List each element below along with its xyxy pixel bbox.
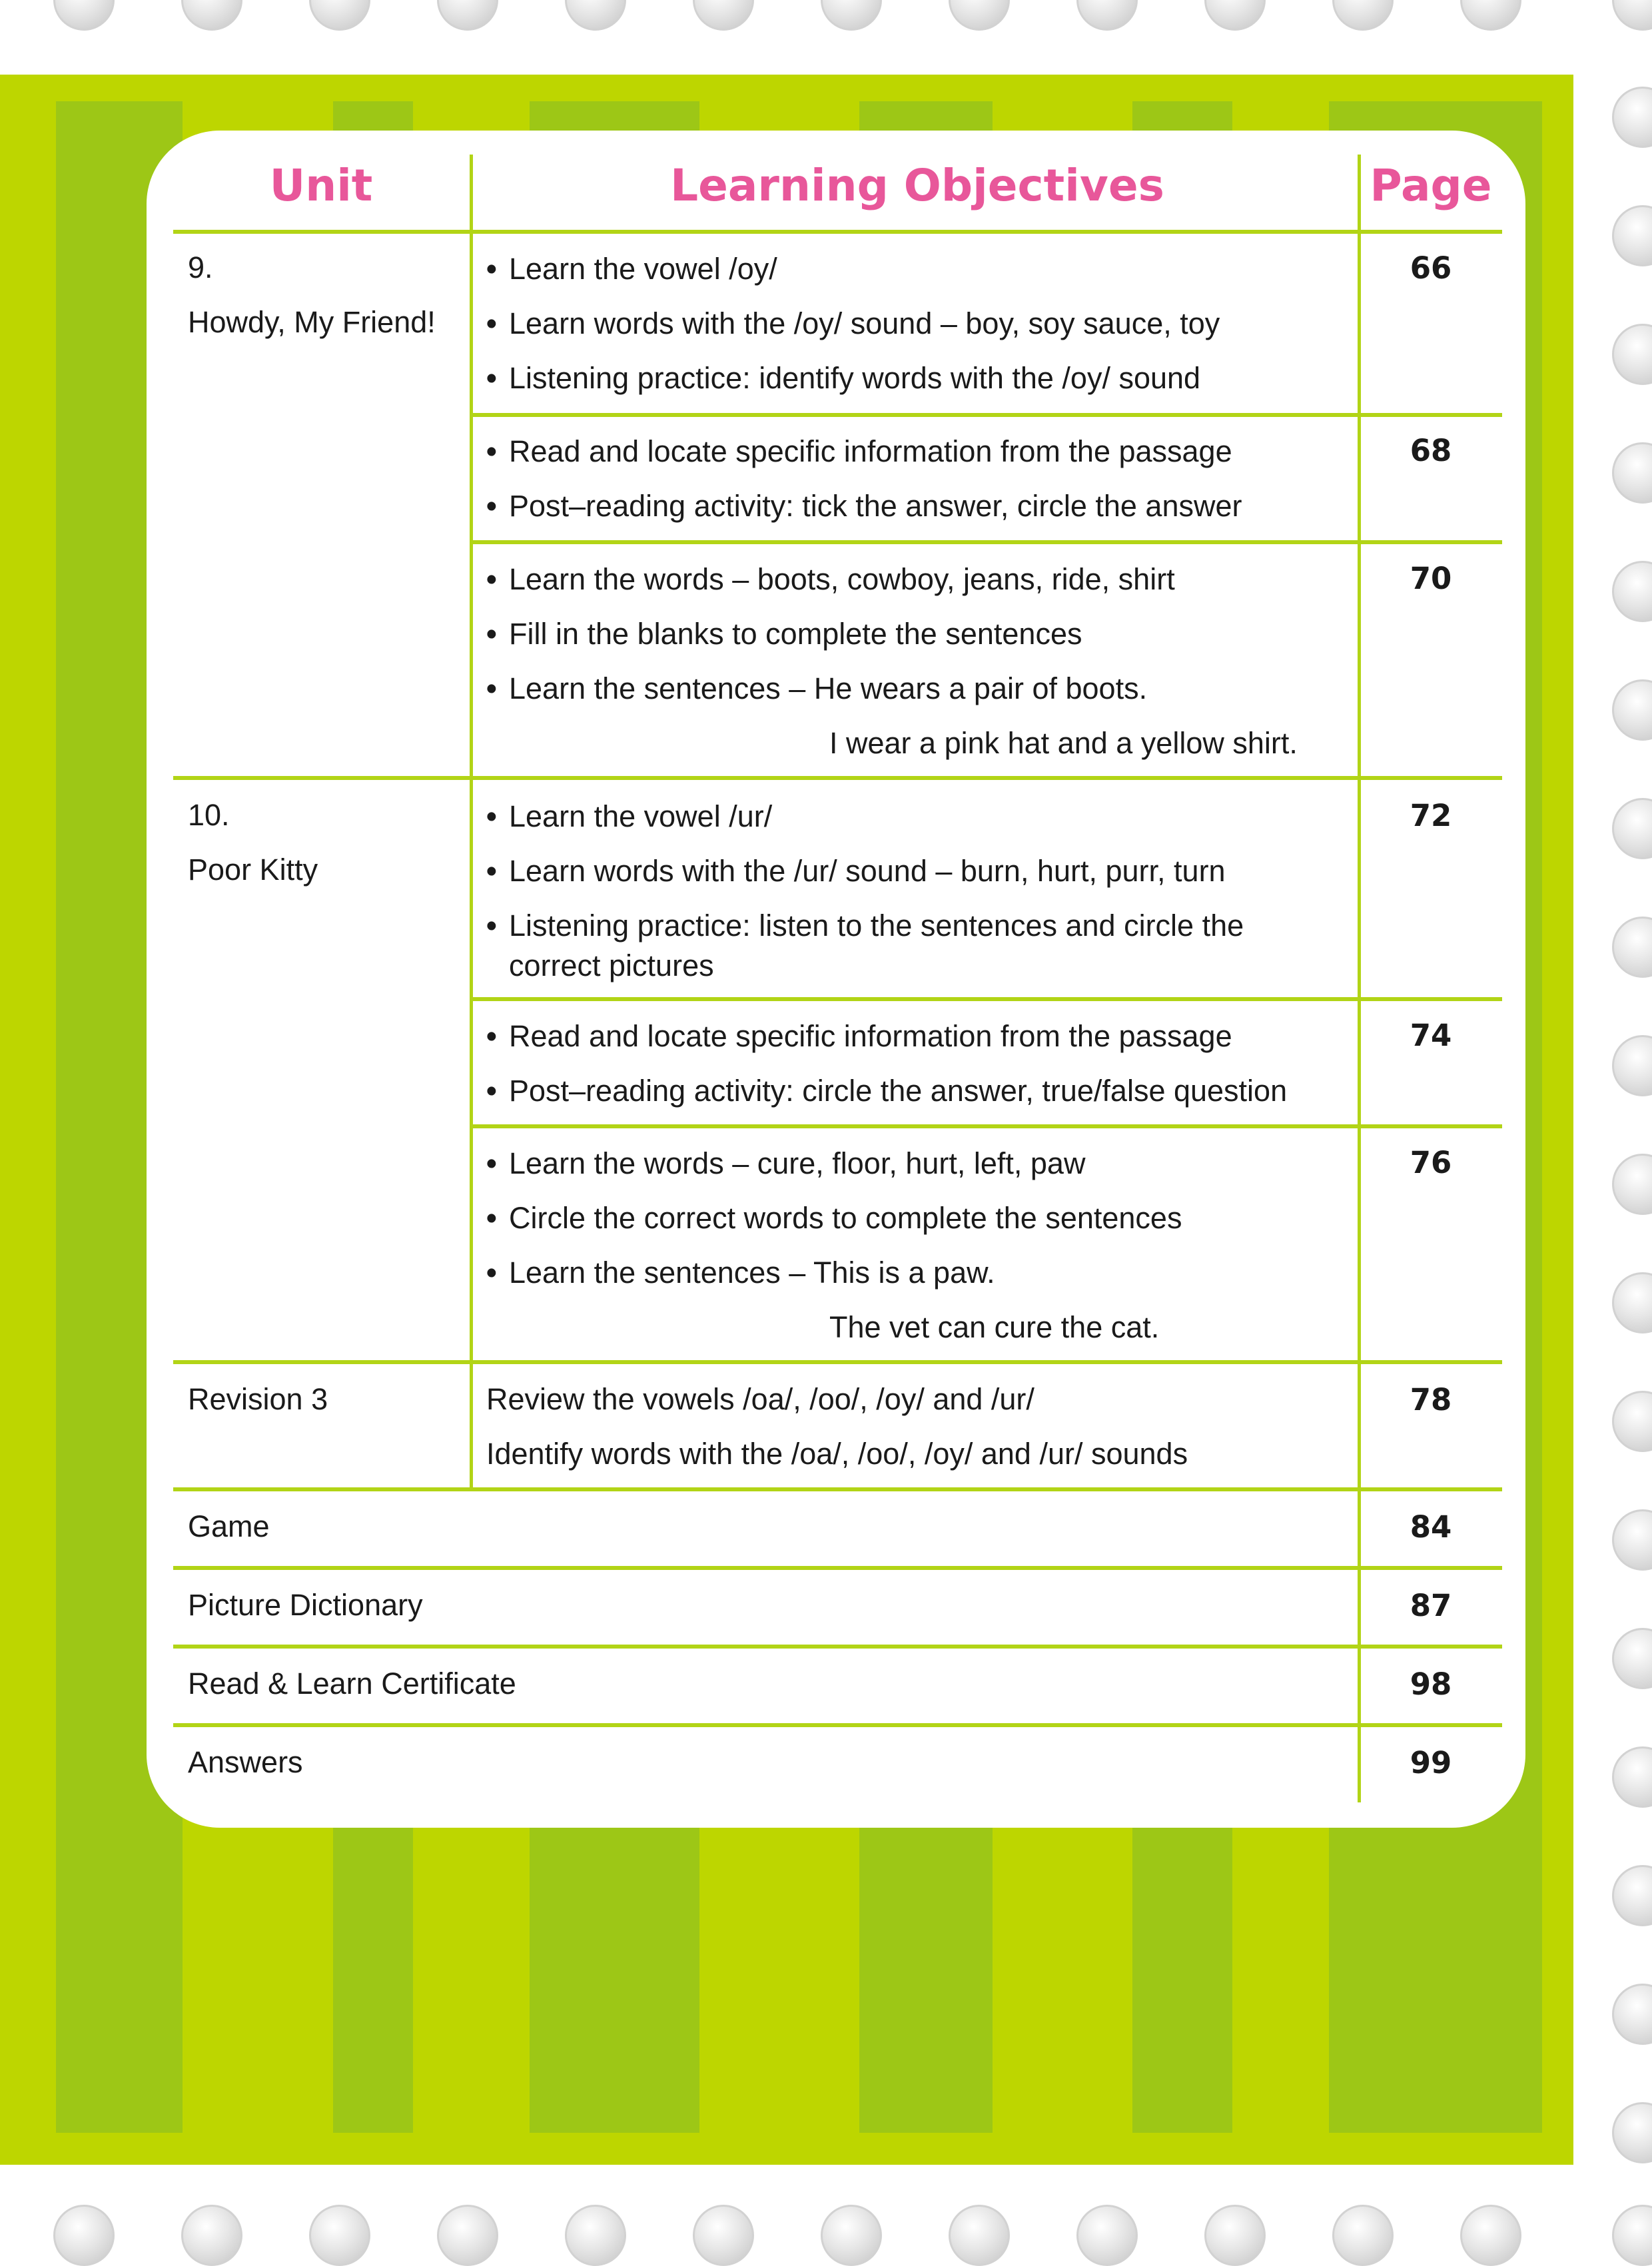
- objective-item: • Read and locate specific information from the passage: [486, 1019, 1232, 1053]
- column-divider-page: [1358, 155, 1361, 1802]
- page-number: 68: [1410, 433, 1452, 468]
- unit-10-title: Poor Kitty: [188, 853, 318, 887]
- row-rule: [473, 413, 1502, 417]
- objective-item: • Listening practice: identify words with the /oy/ sound: [486, 361, 1201, 395]
- unit-9-title: Howdy, My Friend!: [188, 305, 436, 339]
- picture-dictionary-label: Picture Dictionary: [188, 1588, 423, 1622]
- binder-hole: [693, 0, 754, 31]
- binder-hole: [1612, 561, 1652, 622]
- binder-hole: [1612, 2102, 1652, 2163]
- game-label: Game: [188, 1509, 270, 1543]
- binder-hole: [821, 2205, 882, 2266]
- revision-line: Review the vowels /oa/, /oo/, /oy/ and /ur/: [486, 1382, 1034, 1416]
- row-rule: [473, 1124, 1502, 1128]
- binder-hole: [1612, 798, 1652, 859]
- objective-item: • Post–reading activity: tick the answer, circle the answer: [486, 489, 1242, 523]
- binder-hole: [1332, 2205, 1394, 2266]
- certificate-label: Read & Learn Certificate: [188, 1667, 516, 1700]
- binder-hole: [1612, 1391, 1652, 1452]
- objective-continuation: The vet can cure the cat.: [829, 1310, 1160, 1344]
- unit-rule: [173, 1723, 1502, 1727]
- binder-hole: [53, 0, 115, 31]
- objective-item: • Post–reading activity: circle the answer, true/false question: [486, 1074, 1288, 1108]
- binder-hole: [1612, 1984, 1652, 2045]
- row-rule: [473, 997, 1502, 1001]
- binder-hole: [1612, 2205, 1652, 2266]
- objective-item: • Learn words with the /ur/ sound – burn, hurt, purr, turn: [486, 854, 1226, 888]
- objective-item: • Fill in the blanks to complete the sentences: [486, 617, 1082, 651]
- objective-continuation: I wear a pink hat and a yellow shirt.: [829, 726, 1298, 760]
- binder-hole: [1612, 1746, 1652, 1808]
- page-number: 84: [1410, 1509, 1452, 1545]
- unit-rule: [173, 1487, 1502, 1491]
- binder-hole: [1612, 442, 1652, 504]
- unit-rule: [173, 776, 1502, 780]
- binder-hole: [949, 2205, 1010, 2266]
- binder-hole: [1076, 2205, 1138, 2266]
- header-unit: Unit: [269, 160, 373, 211]
- unit-rule: [173, 1360, 1502, 1364]
- binder-hole: [1612, 679, 1652, 741]
- revision-line: Identify words with the /oa/, /oo/, /oy/ and /ur/ sounds: [486, 1437, 1188, 1471]
- binder-hole: [1612, 1035, 1652, 1096]
- binder-hole: [949, 0, 1010, 31]
- objective-item: • Learn the words – cure, floor, hurt, left, paw: [486, 1146, 1086, 1180]
- binder-hole: [821, 0, 882, 31]
- binder-hole: [181, 2205, 242, 2266]
- binder-hole: [1460, 2205, 1521, 2266]
- objective-item: • Read and locate specific information from the passage: [486, 434, 1232, 468]
- objective-item: • Circle the correct words to complete the sentences: [486, 1201, 1182, 1235]
- binder-hole: [1332, 0, 1394, 31]
- page-number: 70: [1410, 561, 1452, 596]
- binder-hole: [1612, 1509, 1652, 1571]
- unit-rule: [173, 1645, 1502, 1649]
- page-number: 98: [1410, 1667, 1452, 1702]
- binder-hole: [1612, 324, 1652, 385]
- binder-hole: [53, 2205, 115, 2266]
- header-rule: [173, 230, 1502, 234]
- answers-label: Answers: [188, 1745, 303, 1779]
- binder-hole: [309, 2205, 370, 2266]
- page-number: 66: [1410, 250, 1452, 286]
- binder-hole: [693, 2205, 754, 2266]
- binder-hole: [309, 0, 370, 31]
- binder-hole: [181, 0, 242, 31]
- objective-item: • Learn the sentences – He wears a pair of boots.: [486, 671, 1148, 705]
- objective-item: • Learn the sentences – This is a paw.: [486, 1256, 995, 1290]
- binder-hole: [1612, 87, 1652, 148]
- revision-3-title: Revision 3: [188, 1382, 328, 1416]
- binder-hole: [437, 2205, 498, 2266]
- header-learning-objectives: Learning Objectives: [670, 160, 1164, 211]
- page-number: 99: [1410, 1745, 1452, 1780]
- header-page: Page: [1370, 160, 1492, 211]
- binder-hole: [565, 2205, 626, 2266]
- binder-hole: [1076, 0, 1138, 31]
- binder-hole: [1612, 1628, 1652, 1689]
- page-number: 78: [1410, 1382, 1452, 1417]
- binder-hole: [437, 0, 498, 31]
- unit-9-number: 9.: [188, 250, 213, 284]
- binder-hole: [1204, 0, 1266, 31]
- column-divider-unit: [470, 155, 473, 1491]
- row-rule: [473, 540, 1502, 544]
- objective-item: • Learn the vowel /oy/: [486, 252, 777, 286]
- objective-item: • Learn the vowel /ur/: [486, 799, 773, 833]
- binder-hole: [1612, 0, 1652, 31]
- objective-item: • Learn the words – boots, cowboy, jeans, ride, shirt: [486, 562, 1175, 596]
- page-number: 76: [1410, 1145, 1452, 1180]
- unit-10-number: 10.: [188, 798, 230, 832]
- objective-item: • Listening practice: listen to the sentences and circle the correct pictures: [486, 909, 1244, 982]
- page-number: 72: [1410, 798, 1452, 833]
- binder-hole: [1204, 2205, 1266, 2266]
- unit-rule: [173, 1566, 1502, 1570]
- page-number: 74: [1410, 1018, 1452, 1053]
- page-number: 87: [1410, 1588, 1452, 1623]
- binder-hole: [1460, 0, 1521, 31]
- binder-hole: [1612, 205, 1652, 266]
- binder-hole: [1612, 1154, 1652, 1215]
- binder-hole: [1612, 1865, 1652, 1926]
- binder-hole: [1612, 1272, 1652, 1333]
- objective-item: • Learn words with the /oy/ sound – boy, soy sauce, toy: [486, 306, 1220, 340]
- binder-hole: [565, 0, 626, 31]
- binder-hole: [1612, 917, 1652, 978]
